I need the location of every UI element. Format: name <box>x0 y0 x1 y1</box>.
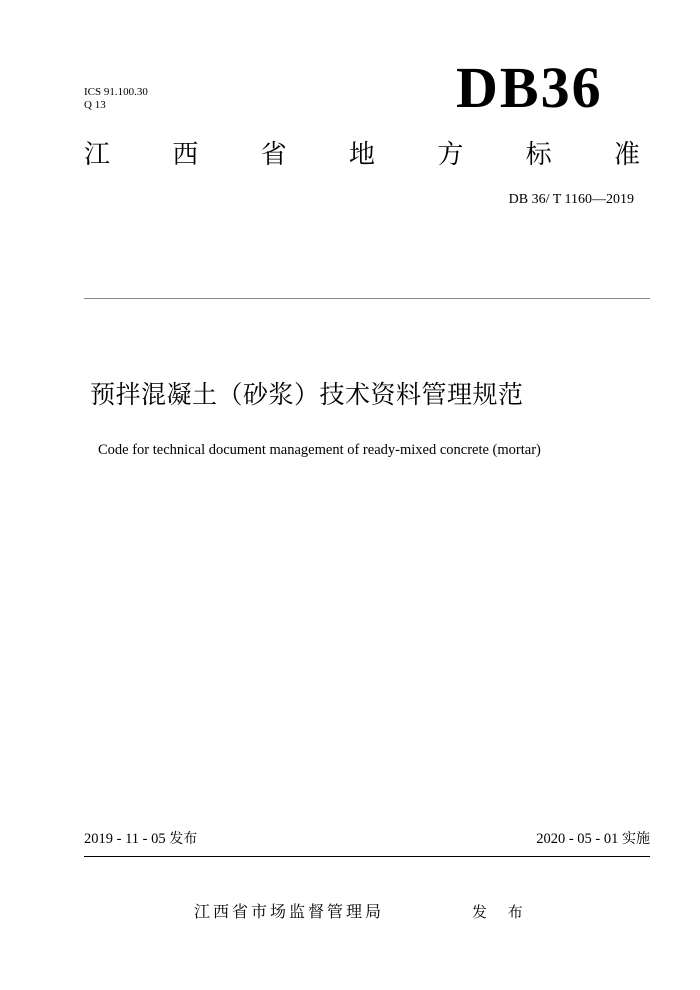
ics-code: ICS 91.100.30 <box>84 86 148 98</box>
publisher-name: 江西省市场监督管理局 <box>194 902 385 921</box>
db36-logo: DB36 <box>456 55 603 120</box>
bottom-divider <box>84 856 650 857</box>
standard-number: DB 36/ T 1160—2019 <box>508 192 634 207</box>
top-divider <box>84 298 650 299</box>
category-char: 标 <box>525 140 552 170</box>
document-title-en: Code for technical document management of ready-mixed concrete (mortar) <box>98 442 541 458</box>
classification-codes <box>84 86 148 112</box>
issue-date <box>84 830 197 848</box>
category-char: 方 <box>437 140 464 170</box>
category-char: 准 <box>613 140 640 170</box>
issue-date-value: 2019 - 11 - 05 <box>84 831 166 847</box>
publish-label: 发 布 <box>472 903 531 921</box>
implementation-date-value: 2020 - 05 - 01 <box>536 831 619 847</box>
ccs-code: Q 13 <box>84 99 106 111</box>
category-char: 江 <box>84 140 111 170</box>
document-title-cn: 预拌混凝土（砂浆）技术资料管理规范 <box>90 380 524 409</box>
standard-category-title <box>84 138 640 172</box>
category-char: 西 <box>172 140 199 170</box>
category-char: 省 <box>260 140 287 170</box>
implementation-label: 实施 <box>622 831 650 847</box>
category-char: 地 <box>348 140 375 170</box>
issue-label: 发布 <box>169 831 198 847</box>
implementation-date <box>536 830 650 848</box>
